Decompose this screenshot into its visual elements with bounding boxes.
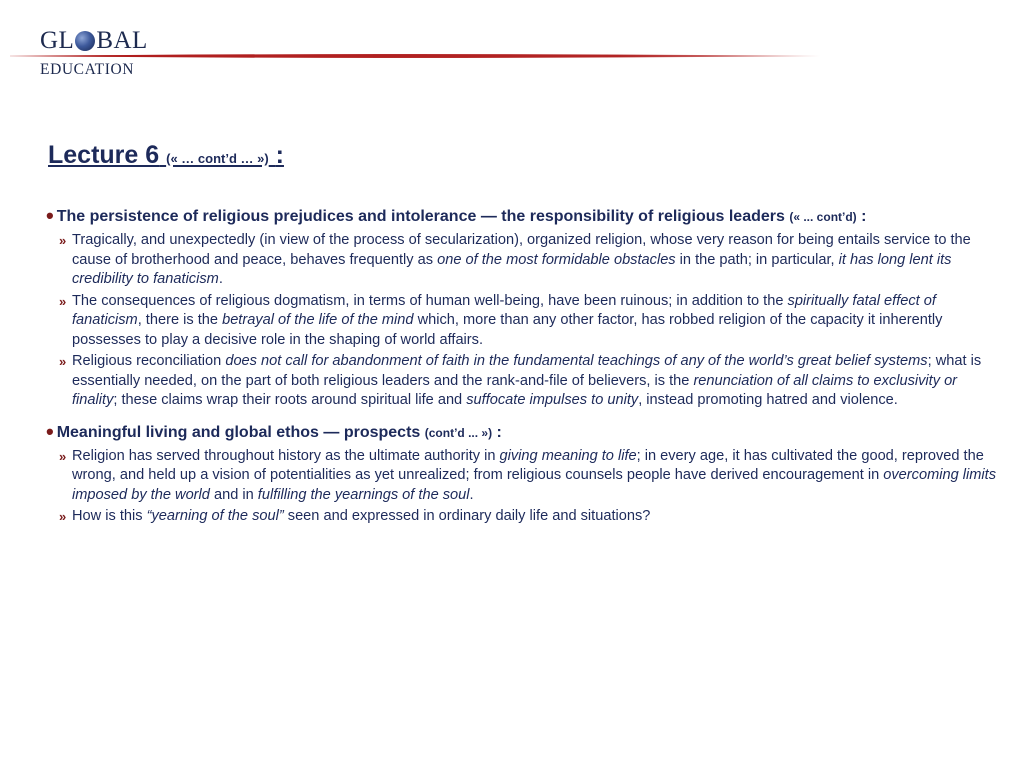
emphasis-text: overcoming limits imposed by the world [72,467,996,503]
body-text: The consequences of religious dogmatism, in terms of human well-being, have been ruinous; in addition to the [72,292,788,309]
emphasis-text: does not call for abandonment of faith in the fundamental teachings of any of the world’s great belief systems [225,353,928,369]
title-main: Lecture 6 [48,141,160,169]
body-text: which, more than any other factor, has robbed religion of the capacity it inherently possesses to play a decisive role in the shaping of world affairs. [72,312,943,348]
body-text: Religious reconciliation [72,353,226,369]
bullet-dot-icon: • [46,418,54,444]
body-text: in the path; in particular, [675,251,839,268]
chevron-right-icon: » [59,509,67,524]
lecture-content [46,205,1006,533]
section-heading [46,205,1006,229]
page-title [48,141,284,170]
sub-bullet-item [46,507,1006,527]
bullet-dot-icon: • [46,203,54,228]
heading-suffix: (cont’d ... ») [424,425,493,440]
chevron-right-icon: » [59,233,67,248]
emphasis-text: suffocate impulses to unity [466,392,639,408]
heading-colon: : [496,423,502,441]
heading-main: The persistence of religious prejudices and intolerance — the responsibility of religious leaders [56,208,785,225]
section-heading-text [57,205,867,229]
logo-subtitle: EDUCATION [40,61,135,78]
emphasis-text: giving meaning to life [499,447,637,464]
section [46,205,1006,411]
emphasis-text: betrayal of the life of the mind [222,312,414,328]
body-text: Religion has served throughout history as the ultimate authority in [72,447,500,464]
section-heading [46,418,1006,445]
body-text: ; these claims wrap their roots around spiritual life and [113,392,467,408]
header-divider-line [10,52,820,60]
chevron-right-icon: » [59,354,67,369]
sub-bullet-item [46,231,1006,290]
body-text: . [218,271,223,287]
body-text: , instead promoting hatred and violence. [638,392,898,408]
body-text: seen and expressed in ordinary daily life and situations? [283,508,651,524]
body-text: Tragically, and unexpectedly (in view of the process of secularization), organized religion, whose very reason for being entails service to the cause of brotherhood and peace, behaves frequently as [72,232,971,268]
heading-suffix: (« ... cont’d) [789,210,857,224]
emphasis-text: “yearning of the soul” [146,508,284,524]
emphasis-text: it has long lent its credibility to fanaticism [72,251,952,287]
globe-icon [75,31,95,51]
chevron-right-icon: » [59,448,67,464]
emphasis-text: fulfilling the yearnings of the soul [257,486,470,503]
logo-wordmark [40,28,148,54]
body-text: and in [209,486,258,503]
title-suffix: (« … cont’d … ») [166,151,269,166]
emphasis-text: renunciation of all claims to exclusivity or finality [72,372,958,408]
sub-bullet-item [46,292,1006,351]
body-text: ; in every age, it has cultivated the good, reproved the wrong, and held up a vision of potentialities as yet unrealized; from religious counsels people have derived encouragement in [72,447,984,483]
emphasis-text: spiritually fatal effect of fanaticism [72,292,936,328]
sub-bullet-item [46,352,1006,411]
sub-bullet-item [46,447,1006,506]
heading-main: Meaningful living and global ethos — prospects [56,423,421,441]
section [46,418,1006,527]
body-text: How is this [72,508,147,524]
chevron-right-icon: » [59,293,67,309]
body-text: ; what is essentially needed, on the part of both religious leaders and the rank-and-file of believers, is the [72,353,982,389]
logo-text-right: BAL [96,27,148,54]
title-colon: : [275,141,284,169]
body-text: . [469,486,474,503]
body-text: , there is the [137,312,223,328]
heading-colon: : [861,208,867,225]
logo-text-left: GL [40,27,75,54]
emphasis-text: one of the most formidable obstacles [437,251,676,268]
section-heading-text [57,421,502,445]
